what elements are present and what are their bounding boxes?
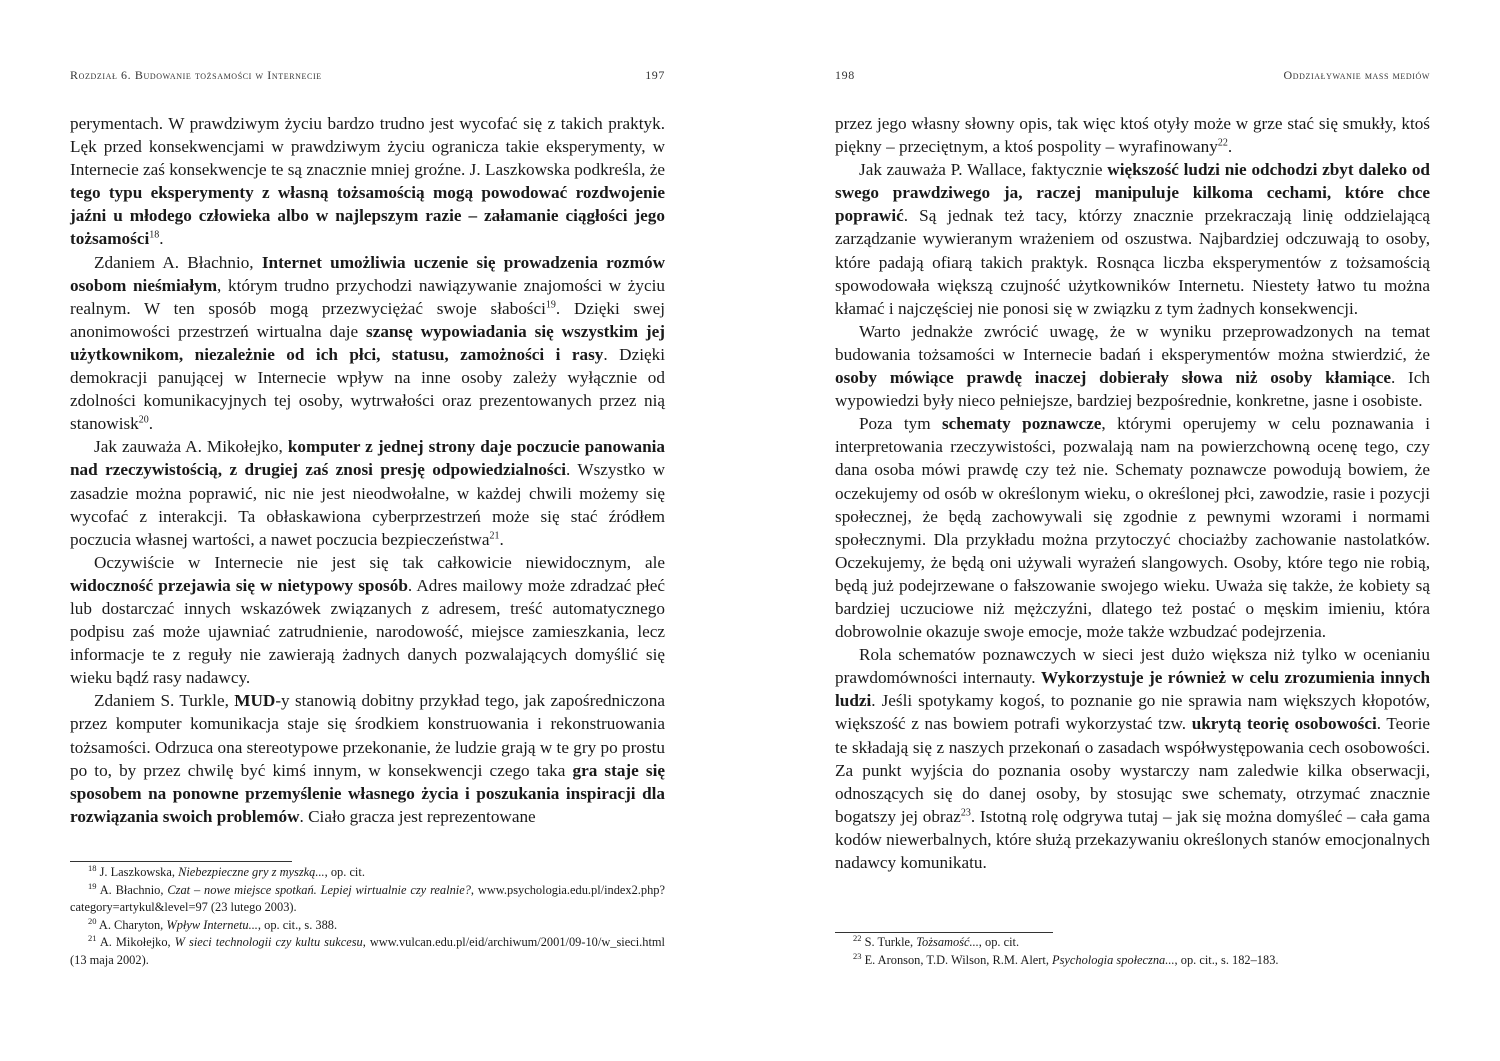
bold-phrase: Wykorzystuje je również w celu zrozumienia innych ludzi: [835, 668, 1431, 711]
text-run: Poza tym: [859, 414, 942, 434]
text-run: , którymi operujemy w celu poznawania i interpretowania rzeczywistości, pozwalają nam na powierzchowną ocenę tego, czy dana osoba mówi prawdę czy też nie. Schematy poznawcze powodują bowiem, że oczekujemy od osób w określonym wieku, o określonej płci, zawodzie, rasie i pozycji społecznej, że będą zachowywali się zgodnie z pewnymi wzorami i normami społecznymi. Dla przykładu można przytoczyć chociażby zachowanie nastolatków. Oczekujemy, że będą oni używali wyrażeń slangowych. Osoby, które tego nie robią, będą już podejrzewane o fałszowanie swojego wieku. Uważa się także, że kobiety są bardziej uczuciowe niż mężczyźni, dlatego też postać o męskim imieniu, która dobrowolnie okazuje swoje emocje, może także wzbudzać podejrzenia.: [835, 414, 1430, 642]
footnote-marker: 20: [88, 915, 97, 926]
text-run: . Adres mailowy może zdradzać płeć lub dostarczać innych wskazówek związanych z adresem, treść automatycznego podpisu zaś może ujawniać zatrudnienie, narodowość, miejsce zamieszkania, lecz informacje te z reguły nie zawierają żadnych danych pozwalających domyślić się wieku bądź rasy nadawcy.: [70, 575, 665, 688]
left-page: [70, 0, 665, 1061]
footnote-marker: 19: [88, 880, 97, 891]
bold-phrase: Internet umożliwia uczenie się prowadzenia rozmów osobom nieśmiałym: [70, 252, 666, 295]
text-run: . Dzięki swej anonimowości przestrzeń wirtualna daje: [70, 298, 665, 341]
paragraph: [70, 435, 665, 550]
text-run: . Teorie te składają się z naszych przekonań o zasadach współwystępowania cech osobowości. Za punkt wyjścia do poznania osoby wystarczy nam zaledwie kilka obserwacji, odnoszących się do danej osoby, by stosując swe schematy, otrzymać znacznie bogatszy jej obraz: [835, 714, 1431, 826]
body-text: [835, 112, 1430, 874]
text-run: perymentach. W prawdziwym życiu bardzo trudno jest wycofać się z takich praktyk. Lęk przed konsekwencjami w prawdziwym życiu ogranicza takie eksperymenty, w Internecie zaś konsekwencje te są znacznie mniej groźne. J. Laszkowska podkreśla, że: [70, 114, 665, 180]
bold-phrase: większość ludzi nie odchodzi zbyt daleko od swego prawdziwego ja, raczej manipuluje kilkoma cechami, które chce poprawić: [835, 160, 1430, 226]
text-run: Warto jednakże zwrócić uwagę, że w wyniku przeprowadzonych na temat budowania tożsamości w Internecie badań i eksperymentów można stwierdzić, że: [835, 321, 1430, 364]
text-run: . Są jednak też tacy, którzy znacznie przekraczają linię oddzielającą zarządzanie wywieranym wrażeniem od oszustwa. Najbardziej odczuwają to osoby, które padają ofiarą takich praktyk. Rosnąca liczba eksperymentów z tożsamością spowodowała większą czujność użytkowników Internetu. Niestety łatwo tu można kłamać i najczęściej nie ponosi się w związku z tym żadnych konsekwencji.: [835, 206, 1430, 318]
text-run: J. Laszkowska,: [96, 865, 179, 879]
footnote-marker: 19: [545, 299, 556, 311]
italic-title: Tożsamość...: [916, 935, 979, 949]
footnote-marker: 18: [149, 229, 160, 241]
bold-phrase: osoby mówiące prawdę inaczej dobierały słowa niż osoby kłamiące: [835, 368, 1391, 388]
text-run: , op. cit.: [324, 865, 365, 879]
italic-title: Psychologia społeczna...: [1052, 952, 1175, 967]
text-run: Zdaniem S. Turkle,: [94, 691, 235, 711]
text-run: . Jeśli spotykamy kogoś, to poznanie go nie sprawia nam większych kłopotów, większość z nas bowiem potrafi wykorzystać tzw.: [835, 691, 1430, 734]
text-run: S. Turkle,: [861, 935, 917, 949]
footnote-marker: 20: [138, 414, 149, 426]
footnotes: [70, 864, 665, 969]
footnote-marker: 21: [489, 529, 500, 541]
bold-phrase: widoczność przejawia się w nietypowy sposób: [70, 575, 408, 595]
footnote-rule: [70, 861, 292, 862]
right-page: [835, 0, 1430, 1061]
text-run: .: [1227, 137, 1233, 157]
text-run: Rola schematów poznawczych w sieci jest dużo większa niż tylko w ocenianiu prawdomówności internauty.: [835, 645, 1430, 688]
body-text: [70, 112, 665, 828]
bold-phrase: schematy poznawcze: [941, 414, 1102, 434]
bold-phrase: ukrytą teorię osobowości: [1191, 714, 1377, 734]
footnote-rule: [835, 932, 1053, 933]
paragraph: [835, 320, 1430, 412]
text-run: . Ich wypowiedzi były nieco pełniejsze, bardziej bezpośrednie, konkretne, jasne i osobiste.: [835, 368, 1430, 411]
paragraph: [70, 251, 665, 436]
bold-phrase: szansę wypowiadania się wszystkim jej użytkownikom, niezależnie od ich płci, statusu, zamożności i rasy: [70, 321, 665, 364]
running-head: [835, 68, 1430, 83]
footnote: [70, 934, 665, 969]
italic-title: Wpływ Internetu...: [166, 917, 258, 932]
italic-title: Czat – nowe miejsce spotkań. Lepiej wirtualnie czy realnie?: [167, 882, 471, 897]
footnote: [70, 864, 665, 882]
text-run: , op. cit., s. 182–183.: [1174, 952, 1279, 967]
text-run: Oczywiście w Internecie nie jest się tak całkowicie niewidocznym, ale: [94, 552, 665, 572]
text-run: , którym trudno przychodzi nawiązywanie znajomości w życiu realnym. W ten sposób mogą przezwyciężać swoje słabości: [70, 275, 665, 318]
text-run: . Istotną rolę odgrywa tutaj – jak się można domyśleć – cała gama kodów niewerbalnych, które służą przekazywaniu określonych stanów emocjonalnych nadawcy komunikatu.: [835, 806, 1430, 872]
paragraph: [835, 112, 1430, 158]
text-run: Zdaniem A. Błachnio,: [94, 252, 262, 272]
footnote-marker: 18: [88, 862, 97, 873]
text-run: A. Mikołejko,: [96, 935, 175, 949]
text-run: .: [159, 229, 164, 249]
text-run: . Wszystko w zasadzie można poprawić, nic nie jest nieodwołalne, w każdej chwili możemy się wycofać z interakcji. Ta obłaskawiona cyberprzestrzeń może się stać źródłem poczucia własnej wartości, a nawet poczucia bezpieczeństwa: [70, 460, 666, 549]
paragraph: [70, 112, 665, 251]
text-run: .: [499, 529, 504, 549]
text-run: -y stanowią dobitny przykład tego, jak zapośredniczona przez komputer komunikacja staje się środkiem konstruowania i rekonstruowania tożsamości. Odrzuca ona stereotypowe przekonanie, że ludzie grają w te gry po prostu po to, by przez chwilę być kimś innym, w konsekwencji czego taka: [70, 691, 665, 780]
paragraph: [70, 551, 665, 690]
page-number: 197: [645, 68, 665, 82]
text-run: A. Błachnio,: [96, 882, 168, 897]
paragraph: [70, 689, 665, 828]
bold-phrase: MUD: [234, 691, 276, 711]
text-run: Jak zauważa P. Wallace, faktycznie: [859, 160, 1108, 180]
text-run: . Ciało gracza jest reprezentowane: [299, 806, 536, 826]
footnote-marker: 22: [853, 932, 862, 943]
text-run: E. Aronson, T.D. Wilson, R.M. Alert,: [861, 952, 1053, 967]
text-run: . Dzięki demokracji panującej w Internecie wpływ na inne osoby zależy wyłącznie od zdolności komunikacyjnych tej osoby, wytrwałości oraz prezentowanych przez nią stanowisk: [70, 344, 665, 434]
footnote-marker: 21: [88, 932, 97, 943]
text-run: , op. cit., s. 388.: [257, 917, 338, 932]
text-run: Jak zauważa A. Mikołejko,: [94, 437, 288, 457]
bold-phrase: tego typu eksperymenty z własną tożsamością mogą powodować rozdwojenie jaźni u młodego człowieka albo w najlepszym razie – załamanie ciągłości jego tożsamości: [70, 183, 665, 249]
section-title: Oddziaływanie mass mediów: [1283, 68, 1430, 82]
text-run: przez jego własny słowny opis, tak więc ktoś otyły może w grze stać się smukły, ktoś piękny – przeciętnym, a ktoś pospolity – wyrafinowany: [835, 114, 1430, 157]
italic-title: W sieci technologii czy kultu sukcesu: [174, 935, 363, 949]
text-run: .: [148, 414, 154, 434]
footnote-marker: 23: [853, 950, 862, 961]
chapter-title: Rozdział 6. Budowanie tożsamości w Internecie: [70, 68, 322, 82]
paragraph: [835, 643, 1430, 874]
footnote-marker: 22: [1217, 137, 1228, 149]
paragraph: [835, 158, 1430, 320]
bold-phrase: gra staje się sposobem na ponowne przemyślenie własnego życia i poszukania inspiracji dla rozwiązania swoich problemów: [70, 760, 665, 826]
footnote-marker: 23: [960, 807, 971, 819]
footnote: [835, 952, 1430, 970]
text-run: , www.psychologia.edu.pl/index2.php?category=artykul&level=97 (23 lutego 2003).: [70, 882, 665, 914]
running-head: [70, 68, 665, 83]
footnote: [835, 934, 1430, 952]
text-run: , op. cit.: [978, 935, 1020, 949]
footnotes: [835, 934, 1430, 969]
footnote: [70, 882, 665, 917]
text-run: , www.vulcan.edu.pl/eid/archiwum/2001/09-10/w_sieci.html (13 maja 2002).: [70, 935, 665, 967]
italic-title: Niebezpieczne gry z myszką...: [178, 865, 325, 879]
bold-phrase: komputer z jednej strony daje poczucie panowania nad rzeczywistością, z drugiej zaś znosi presję odpowiedzialności: [70, 437, 666, 480]
page-number: 198: [835, 68, 855, 82]
text-run: A. Charyton,: [96, 917, 167, 932]
paragraph: [835, 412, 1430, 643]
footnote: [70, 917, 665, 935]
